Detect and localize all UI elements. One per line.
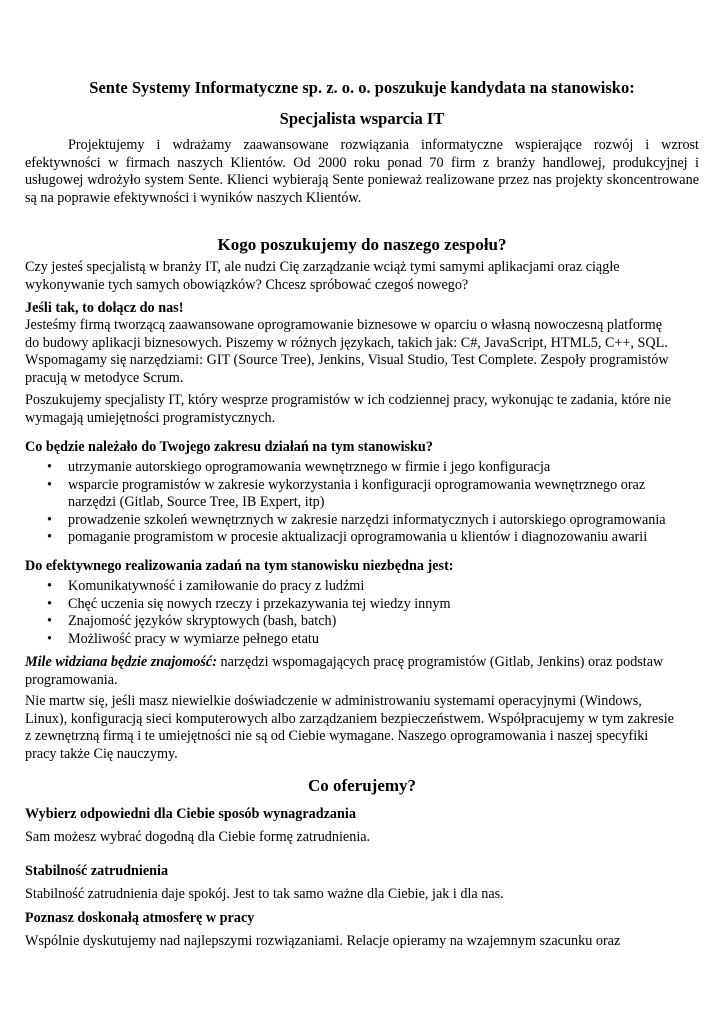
reassurance-paragraph (25, 693, 699, 763)
about-line: pracują w metodyce Scrum. (25, 369, 184, 386)
offer-title-stability: Stabilność zatrudnienia (25, 863, 169, 879)
list-item: • Komunikatywność i zamiłowanie do pracy z ludźmi (25, 578, 699, 596)
about-line: Wspomagamy się narzędziami: GIT (Source Tree), Jenkins, Visual Studio, Test Complete. Zespoły programistów (25, 352, 669, 368)
requirements-list (25, 578, 699, 648)
nice-to-have-text: narzędzi wspomagających pracę programistów (Gitlab, Jenkins) oraz podstaw (216, 654, 664, 670)
offer-text-stability: Stabilność zatrudnienia daje spokój. Jest to tak samo ważne dla Ciebie, jak i dla nas. (25, 886, 504, 902)
reassurance-line: Nie martw się, jeśli masz niewielkie doświadczenie w administrowaniu systemami operacyjnymi (Windows, (25, 693, 642, 709)
requirements-heading: Do efektywnego realizowania zadań na tym stanowisku niezbędna jest: (25, 558, 454, 574)
document-title: Sente Systemy Informatyczne sp. z. o. o. poszukuje kandydata na stanowisko: (89, 78, 635, 97)
section-heading-who: Kogo poszukujemy do naszego zespołu? (217, 235, 507, 254)
section-heading-offer: Co oferujemy? (307, 776, 417, 795)
offer-text-salary: Sam możesz wybrać dogodną dla Ciebie formę zatrudnienia. (25, 829, 371, 845)
list-item: • prowadzenie szkoleń wewnętrznych w zakresie narzędzi informatycznych i autorskiego oprogramowania (25, 512, 699, 530)
reassurance-line: z zewnętrzną firmą i te umiejętności nie są od Ciebie wymagane. Naszego oprogramowania i naszej specyfiki (25, 728, 649, 744)
looking-line: Poszukujemy specjalisty IT, który wesprze programistów w ich codziennej pracy, wykonując te zadania, które nie (25, 392, 672, 408)
offer-text-atmosphere: Wspólnie dyskutujemy nad najlepszymi rozwiązaniami. Relacje opieramy na wzajemnym szacunku oraz (25, 933, 621, 949)
question-paragraph (25, 259, 699, 294)
position-title: Specjalista wsparcia IT (279, 109, 445, 128)
looking-line: wymagają umiejętności programistycznych. (25, 409, 276, 426)
list-item: • pomaganie programistom w procesie aktualizacji oprogramowania u klientów i diagnozowaniu awarii (25, 529, 699, 547)
duties-heading: Co będzie należało do Twojego zakresu działań na tym stanowisku? (25, 439, 433, 455)
list-item: • Znajomość języków skryptowych (bash, batch) (25, 613, 699, 631)
about-paragraph (25, 317, 699, 387)
list-item: • utrzymanie autorskiego oprogramowania wewnętrznego w firmie i jego konfiguracja (25, 459, 699, 477)
about-line: Jesteśmy firmą tworzącą zaawansowane oprogramowanie biznesowe w oparciu o własną nowoczesną platformę (25, 317, 663, 333)
question-line: wykonywanie tych samych obowiązków? Chcesz spróbować czegoś nowego? (25, 276, 469, 293)
reassurance-line: Linux), konfiguracją sieci komputerowych albo zarządzaniem bezpieczeństwem. Współpracujemy w tym zakresie (25, 710, 674, 727)
nice-to-have-paragraph (25, 654, 699, 689)
offer-title-salary: Wybierz odpowiedni dla Ciebie sposób wynagradzania (25, 806, 356, 822)
list-item: • Możliwość pracy w wymiarze pełnego etatu (25, 631, 699, 649)
join-label: Jeśli tak, to dołącz do nas! (25, 300, 184, 316)
list-item: • Chęć uczenia się nowych rzeczy i przekazywania tej wiedzy innym (25, 596, 699, 614)
company-intro: Projektujemy i wdrażamy zaawansowane rozwiązania informatyczne wspierające rozwój i wzrost efektywności w firmach naszych Klientów. Od 2000 roku ponad 70 firm z branży handlowej, produkcyjnej i usługowej wdrożyło system Sente. Klienci wybierają Sente ponieważ realizowane przez nas projekty skoncentrowane są na poprawie efektywności i wyników naszych Klientów. (25, 137, 699, 206)
question-line: Czy jesteś specjalistą w branży IT, ale nudzi Cię zarządzanie wciąż tymi samymi aplikacjami oraz ciągłe (25, 259, 620, 275)
about-line: do budowy aplikacji biznesowych. Piszemy w różnych językach, takich jak: C#, JavaScript, HTML5, C++, SQL. (25, 334, 668, 351)
reassurance-line: pracy także Cię nauczymy. (25, 745, 178, 762)
offer-title-atmosphere: Poznasz doskonałą atmosferę w pracy (25, 910, 255, 926)
duties-list (25, 459, 699, 547)
nice-to-have-label: Mile widziana będzie znajomość: (25, 654, 217, 670)
nice-to-have-text: programowania. (25, 671, 118, 688)
looking-paragraph (25, 392, 699, 427)
list-item: • wsparcie programistów w zakresie wykorzystania i konfiguracji oprogramowania wewnętrznego oraz narzędzi (Gitlab, Source Tree, IB Expert, itp) (25, 477, 699, 512)
